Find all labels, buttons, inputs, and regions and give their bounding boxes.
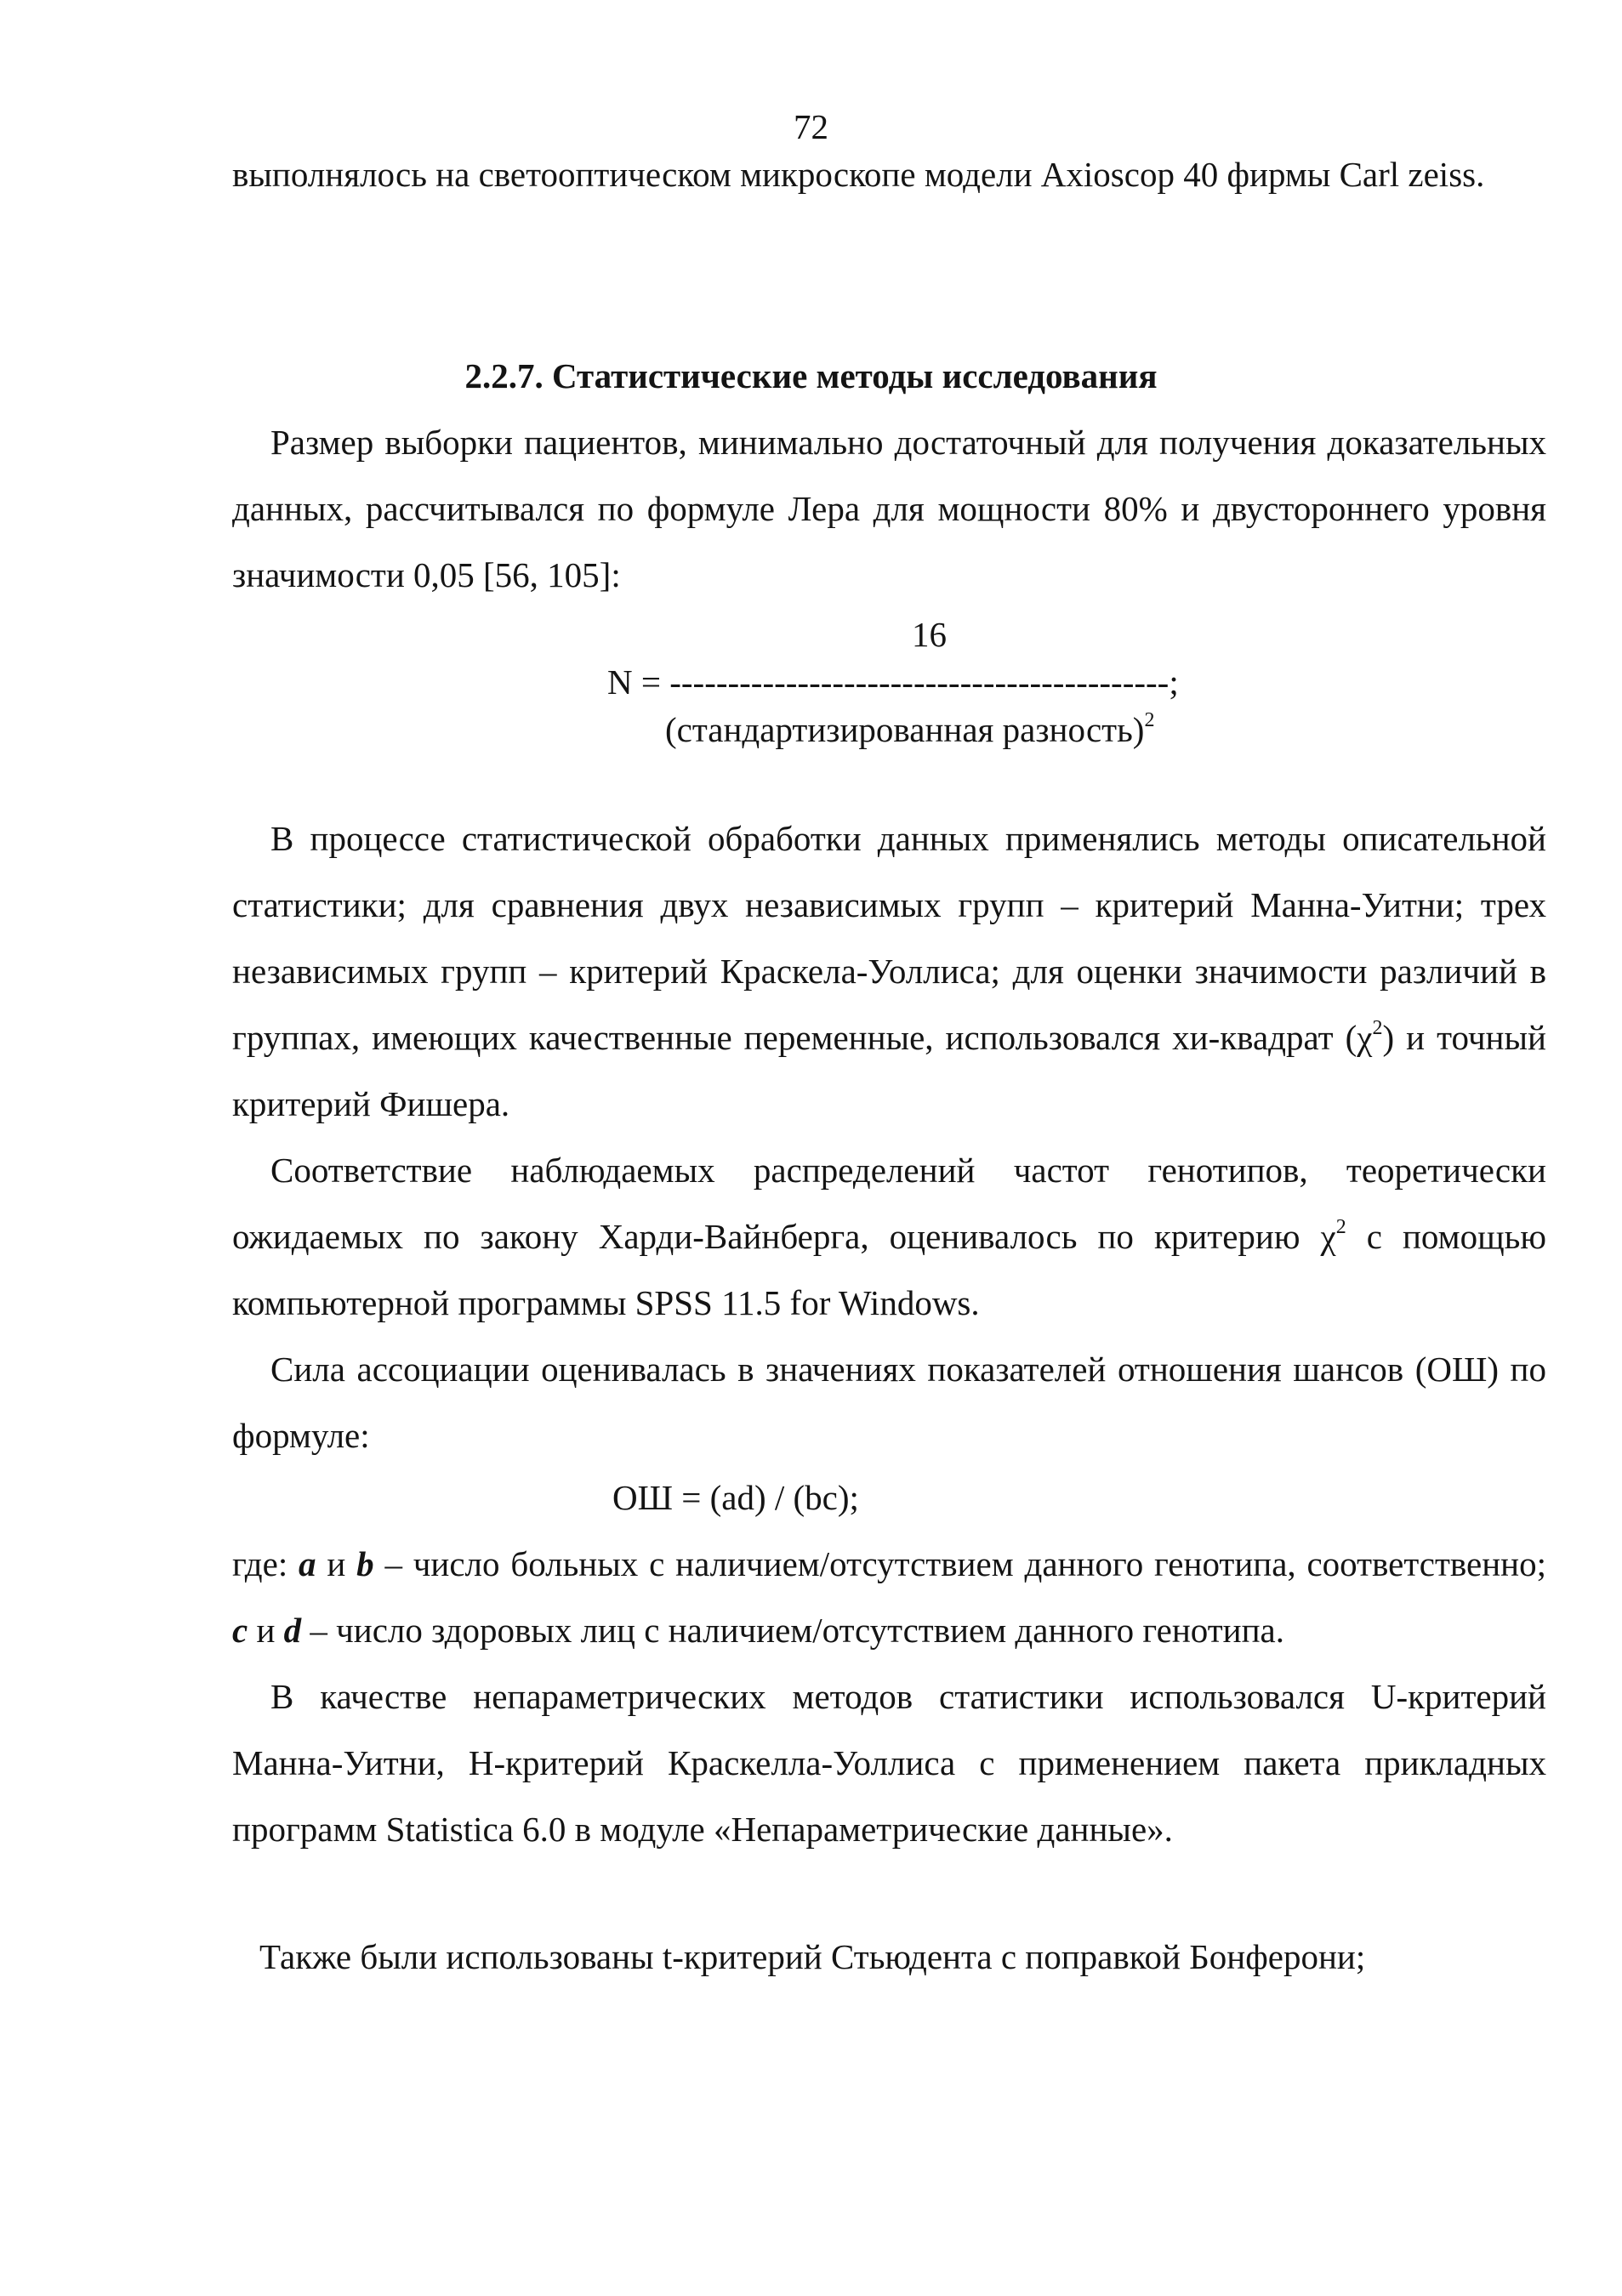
def-text-4: и — [248, 1611, 284, 1650]
sample-size-block — [232, 409, 1546, 608]
paragraph-methods-end: ) и точный критерий Фишера. — [232, 1018, 1546, 1123]
def-text-5: – число здоровых лиц с наличием/отсутствием данного генотипа. — [301, 1611, 1285, 1650]
formula-numerator: 16 — [912, 615, 947, 654]
paragraph-methods-text: В процессе статистической обработки данных применялись методы описательной статистики; для сравнения двух независимых групп – критерий Манна-Уитни; трех независимых групп – критерий Краскела-Уоллиса; для оценки значимости различий в группах, имеющих качественные переменные, использовался хи-квадрат (χ — [232, 819, 1546, 1057]
formula-fraction-line: N = -------------------------------------------; — [607, 662, 1179, 702]
def-text-1: где: — [232, 1544, 299, 1583]
chi-square-exponent: 2 — [1372, 1017, 1383, 1039]
section-heading: 2.2.7. Статистические методы исследования — [464, 356, 1158, 395]
methods-block — [232, 805, 1546, 1469]
formula-denominator — [665, 704, 1154, 755]
paragraph-student: Также были использованы t-критерий Стьюдента с поправкой Бонферони; — [259, 1937, 1366, 1976]
paragraph-sample-size: Размер выборки пациентов, минимально достаточный для получения доказательных данных, рассчитывался по формуле Лера для мощности 80% и двустороннего уровня значимости 0,05 [56, 105]: — [232, 423, 1546, 594]
var-a: a — [299, 1544, 316, 1583]
formula-denominator-text: (стандартизированная разность) — [665, 710, 1145, 749]
var-c: c — [232, 1611, 248, 1650]
paragraph-hw-text: Соответствие наблюдаемых распределений частот генотипов, теоретически ожидаемых по закону Харди-Вайнберга, оценивалось по критерию χ — [232, 1151, 1546, 1256]
paragraph-methods — [232, 805, 1546, 1137]
def-text-3: – число больных с наличием/отсутствием данного генотипа, соответственно; — [373, 1544, 1546, 1583]
var-b: b — [356, 1544, 374, 1583]
intro-paragraph: выполнялось на светооптическом микроскопе модели Axioscop 40 фирмы Carl zeiss. — [232, 155, 1485, 194]
paragraph-odds-ratio: Сила ассоциации оценивалась в значениях показателей отношения шансов (ОШ) по формуле: — [232, 1350, 1546, 1455]
chi-square-exponent-2: 2 — [1335, 1216, 1346, 1238]
formula-exponent: 2 — [1144, 709, 1155, 731]
paragraph-hardy-weinberg — [232, 1137, 1546, 1336]
var-d: d — [283, 1611, 302, 1650]
intro-block — [232, 141, 1546, 207]
page-number: 72 — [794, 107, 828, 146]
paragraph-nonparametric: В качестве непараметрических методов статистики использовался U-критерий Манна-Уитни, Н-критерий Краскелла-Уоллиса с применением пакета прикладных программ Statistica 6.0 в модуле «Непараметрические данные». — [232, 1677, 1546, 1849]
formula-odds-ratio: ОШ = (ad) / (bc); — [612, 1478, 859, 1517]
def-text-2: и — [316, 1544, 357, 1583]
paragraph-definitions — [232, 1531, 1546, 1663]
paragraph-hw-end: с помощью компьютерной программы SPSS 11.5 for Windows. — [232, 1217, 1546, 1322]
definitions-block — [232, 1531, 1546, 1862]
